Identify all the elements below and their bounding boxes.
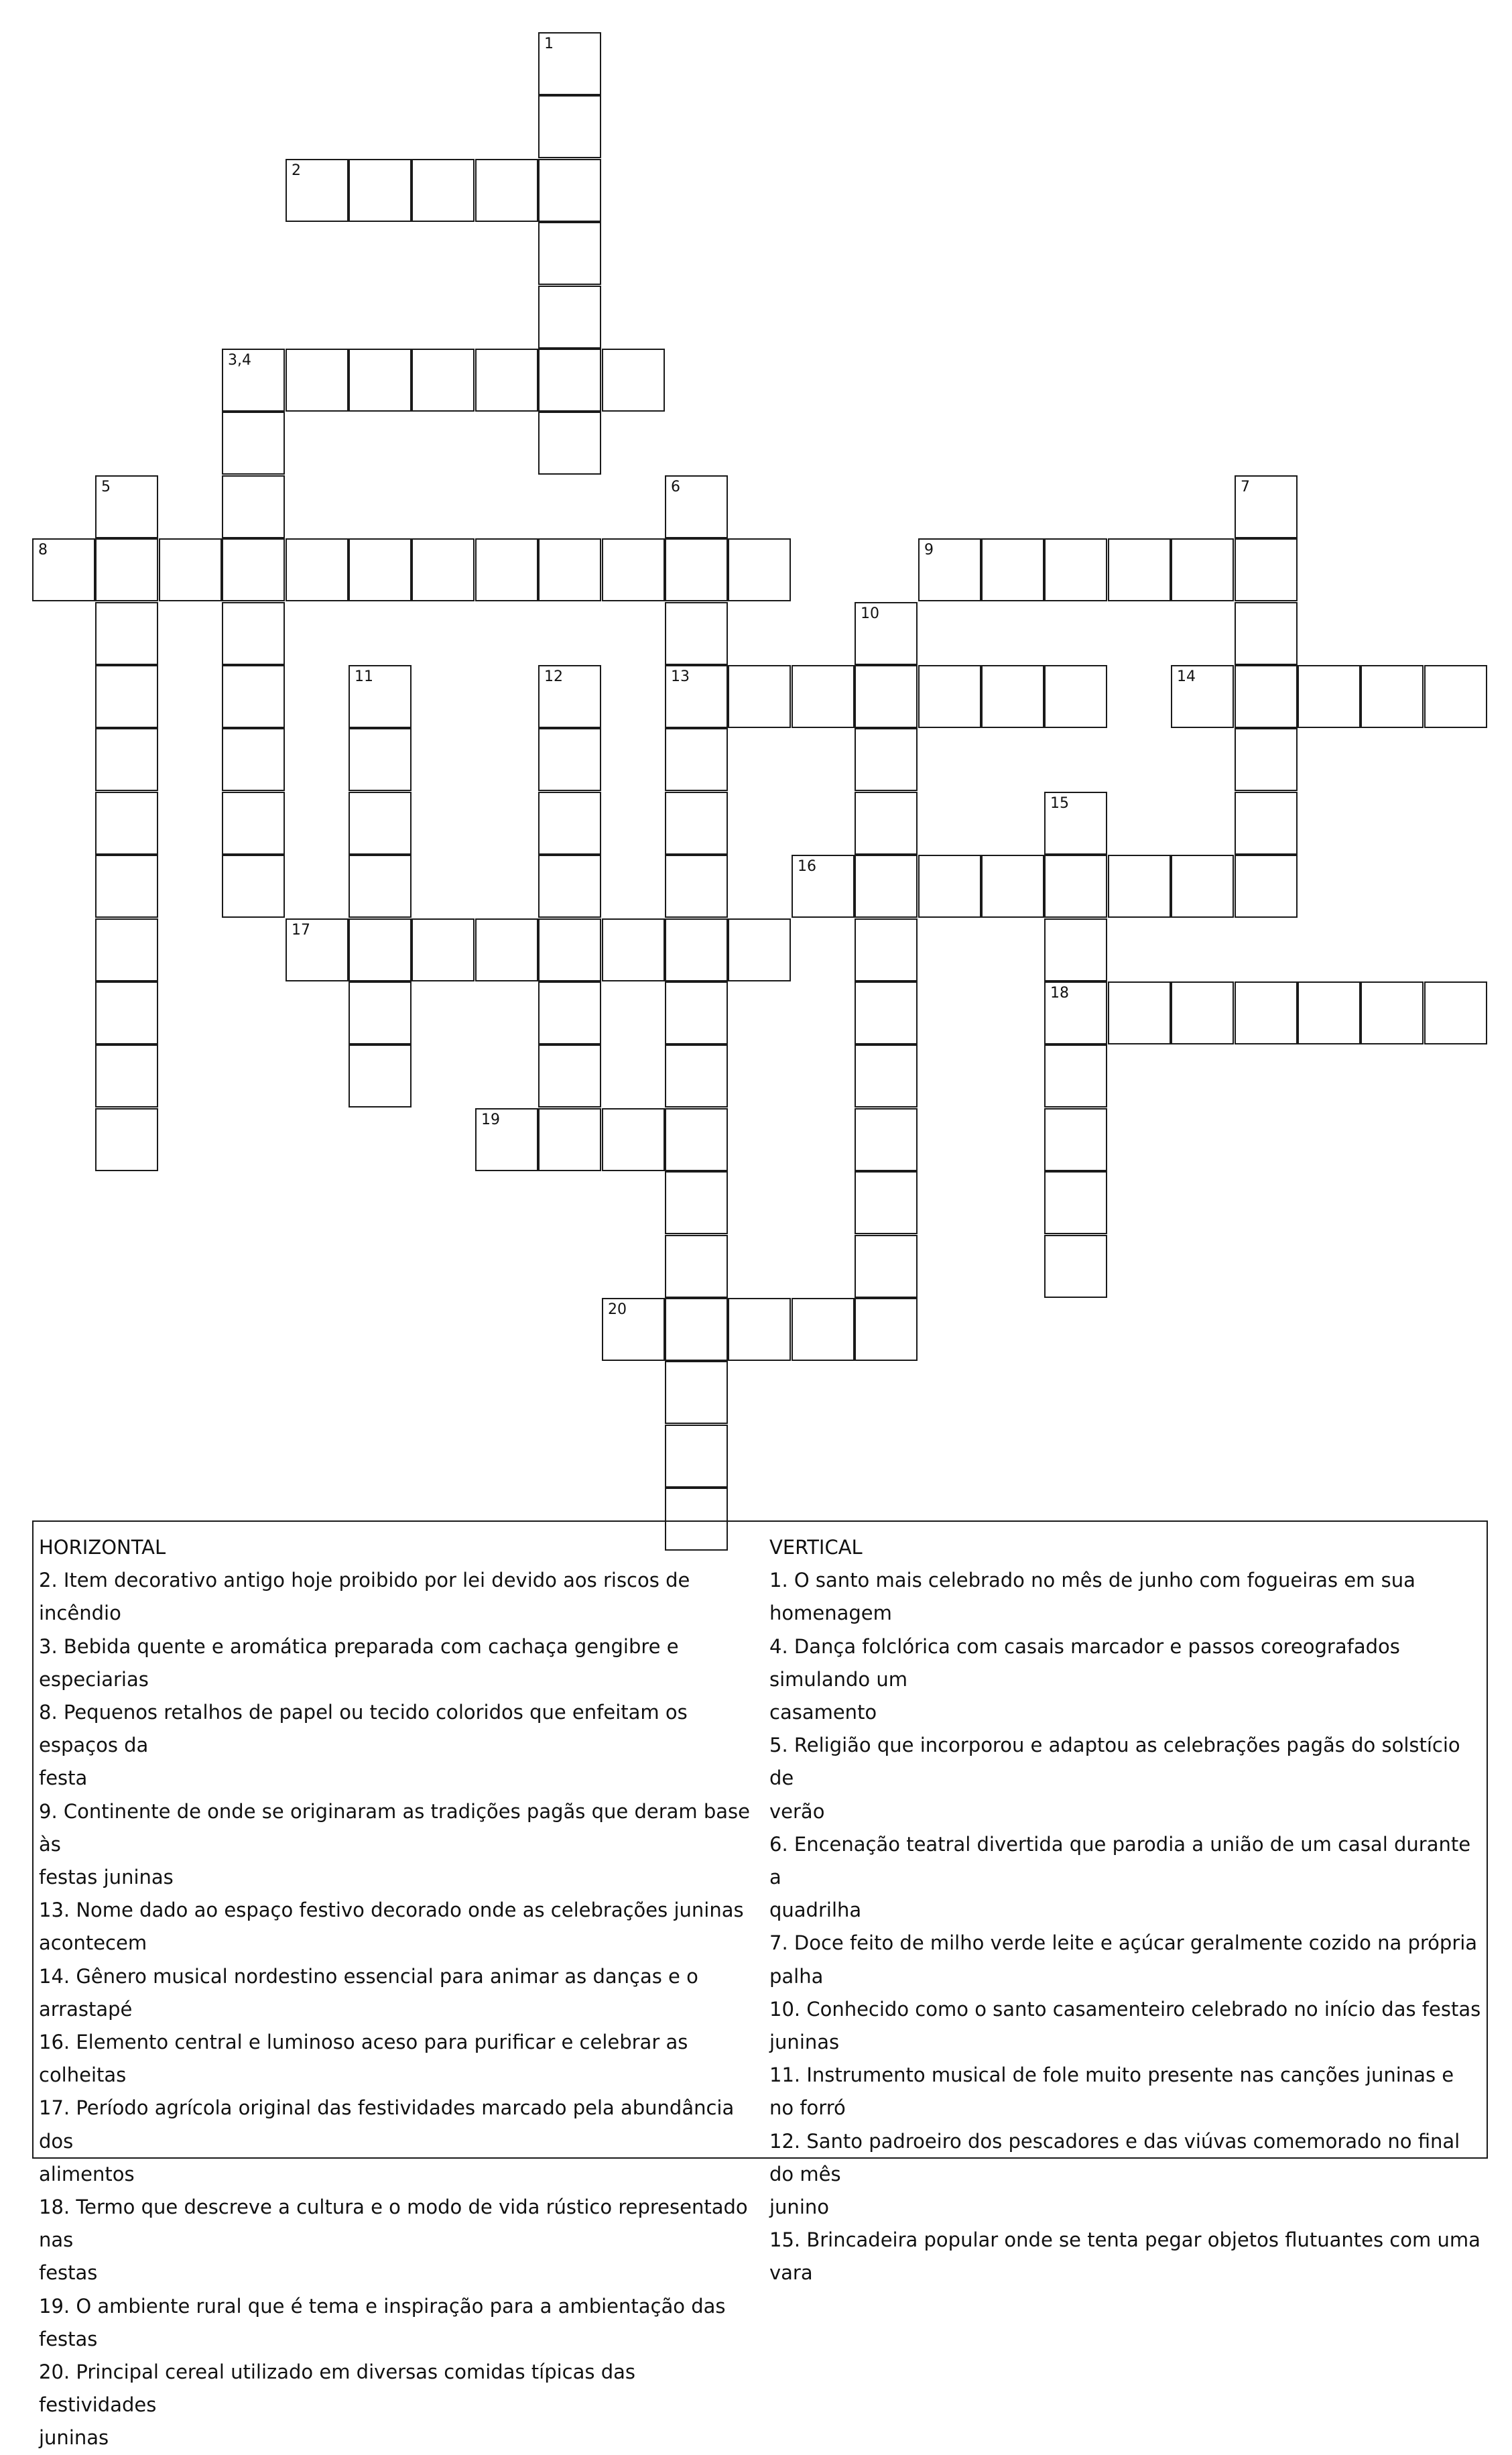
crossword-cell[interactable] [349,159,412,222]
clue-line: 7. Doce feito de milho verde leite e açúcar geralmente cozido na própria palha [769,1931,1478,1988]
crossword-cell[interactable] [1235,475,1298,538]
crossword-cell[interactable] [728,1298,791,1361]
crossword-cell[interactable] [665,1108,728,1171]
crossword-cell[interactable] [602,1108,665,1171]
cell-number: 2 [292,162,301,179]
crossword-cell[interactable] [32,538,95,601]
crossword-cell[interactable] [95,1108,158,1171]
crossword-cell[interactable] [665,665,728,728]
crossword-cell[interactable] [1044,1044,1107,1107]
crossword-cell[interactable] [855,981,918,1044]
crossword-cell[interactable] [981,665,1044,728]
crossword-cell[interactable] [792,1298,855,1361]
crossword-cell[interactable] [1235,792,1298,855]
horizontal-clues-column [39,1531,756,2455]
crossword-cell[interactable] [855,918,918,981]
crossword-cell[interactable] [538,981,601,1044]
clue-line: 20. Principal cereal utilizado em diversas comidas típicas das festividades [39,2360,636,2417]
clue-line: juninas [769,2031,840,2054]
crossword-cell[interactable] [222,855,285,918]
crossword-cell[interactable] [538,665,601,728]
crossword-cell[interactable] [475,349,538,412]
crossword-cell[interactable] [855,855,918,918]
crossword-cell[interactable] [538,286,601,349]
crossword-cell[interactable] [728,918,791,981]
cell-number: 6 [671,479,680,495]
cell-number: 20 [608,1301,627,1318]
crossword-cell[interactable] [1235,855,1298,918]
crossword-cell[interactable] [981,538,1044,601]
crossword-cell[interactable] [538,792,601,855]
cell-number: 9 [924,542,934,558]
clue-line: festas [39,2261,98,2285]
crossword-cell[interactable] [1108,538,1171,601]
cell-number: 12 [544,668,563,685]
clue-line: 4. Dança folclórica com casais marcador e passos coreografados simulando um [769,1634,1400,1691]
crossword-cell[interactable] [1171,665,1234,728]
crossword-cell[interactable] [475,918,538,981]
crossword-cell[interactable] [665,1044,728,1107]
clue-line: casamento [769,1701,877,1724]
crossword-cell[interactable] [1108,855,1171,918]
crossword-cell[interactable] [728,538,791,601]
cell-number: 15 [1050,795,1069,812]
crossword-cell[interactable] [1044,1235,1107,1298]
crossword-cell[interactable] [665,1235,728,1298]
crossword-cell[interactable] [349,981,412,1044]
crossword-cell[interactable] [95,538,158,601]
crossword-cell[interactable] [538,159,601,222]
crossword-cell[interactable] [918,855,981,918]
crossword-cell[interactable] [602,918,665,981]
crossword-cell[interactable] [475,1108,538,1171]
clue-line: juninas [39,2426,109,2450]
crossword-cell[interactable] [222,538,285,601]
crossword-cell[interactable] [1044,918,1107,981]
crossword-cell[interactable] [1235,728,1298,791]
cell-number: 5 [101,479,111,495]
crossword-cell[interactable] [159,538,222,601]
clue-line: 17. Período agrícola original das festividades marcado pela abundância dos [39,2096,735,2153]
crossword-cell[interactable] [665,918,728,981]
crossword-cell[interactable] [286,918,349,981]
crossword-cell[interactable] [95,792,158,855]
crossword-cell[interactable] [1044,981,1107,1044]
crossword-cell[interactable] [412,918,475,981]
crossword-cell[interactable] [412,538,475,601]
crossword-cell[interactable] [602,349,665,412]
crossword-cell[interactable] [1235,665,1298,728]
crossword-cell[interactable] [665,1425,728,1488]
clue-line: 8. Pequenos retalhos de papel ou tecido coloridos que enfeitam os espaços da [39,1701,688,1757]
cell-number: 7 [1241,479,1250,495]
clue-line: 2. Item decorativo antigo hoje proibido por lei devido aos riscos de incêndio [39,1569,690,1625]
crossword-cell[interactable] [95,602,158,665]
clues-box [32,1520,1488,2450]
clue-line: 3. Bebida quente e aromática preparada com cachaça gengibre e especiarias [39,1634,679,1691]
crossword-cell[interactable] [1044,855,1107,918]
crossword-cell[interactable] [855,1298,918,1361]
crossword-cell[interactable] [412,159,475,222]
crossword-cell[interactable] [665,981,728,1044]
crossword-cell[interactable] [1424,665,1487,728]
crossword-cell[interactable] [1044,665,1107,728]
cell-number: 1 [544,36,554,52]
crossword-cell[interactable] [981,855,1044,918]
crossword-cell[interactable] [222,602,285,665]
crossword-cell[interactable] [222,728,285,791]
crossword-cell[interactable] [538,728,601,791]
clue-line: 6. Encenação teatral divertida que parodia a união de um casal durante a [769,1832,1471,1889]
crossword-cell[interactable] [349,918,412,981]
crossword-cell[interactable] [1298,665,1361,728]
cell-number: 19 [481,1112,500,1128]
crossword-cell[interactable] [918,665,981,728]
crossword-cell[interactable] [1108,981,1171,1044]
crossword-cell[interactable] [665,792,728,855]
clue-line: 15. Brincadeira popular onde se tenta pegar objetos flutuantes com uma vara [769,2228,1480,2285]
clue-line: verão [769,1799,825,1823]
crossword-cell[interactable] [538,349,601,412]
crossword-cell[interactable] [349,855,412,918]
cell-number: 17 [292,922,310,939]
crossword-cell[interactable] [538,1044,601,1107]
crossword-cell[interactable] [1044,1171,1107,1234]
crossword-cell[interactable] [855,602,918,665]
crossword-cell[interactable] [475,159,538,222]
clue-line: 13. Nome dado ao espaço festivo decorado onde as celebrações juninas [39,1899,744,1922]
clue-line: quadrilha [769,1899,862,1922]
crossword-cell[interactable] [222,665,285,728]
crossword-cell[interactable] [792,855,855,918]
crossword-cell[interactable] [349,665,412,728]
crossword-cell[interactable] [1044,792,1107,855]
crossword-cell[interactable] [855,1235,918,1298]
clue-line: 1. O santo mais celebrado no mês de junho com fogueiras em sua homenagem [769,1569,1415,1625]
crossword-cell[interactable] [792,665,855,728]
cell-number: 10 [861,605,879,622]
crossword-cell[interactable] [1171,981,1234,1044]
crossword-cell[interactable] [1235,602,1298,665]
cell-number: 14 [1177,668,1196,685]
clue-line: 18. Termo que descreve a cultura e o modo de vida rústico representado nas [39,2196,748,2252]
crossword-cell[interactable] [349,792,412,855]
crossword-cell[interactable] [1361,665,1424,728]
crossword-cell[interactable] [1235,981,1298,1044]
crossword-cell[interactable] [95,1044,158,1107]
crossword-cell[interactable] [1044,1108,1107,1171]
crossword-cell[interactable] [222,412,285,475]
clue-line: 10. Conhecido como o santo casamenteiro celebrado no início das festas [769,1997,1481,2021]
clue-line: alimentos [39,2162,135,2185]
crossword-cell[interactable] [349,538,412,601]
crossword-cell[interactable] [665,538,728,601]
clue-line: 14. Gênero musical nordestino essencial para animar as danças e o arrastapé [39,1964,698,2021]
crossword-cell[interactable] [286,349,349,412]
crossword-cell[interactable] [855,1171,918,1234]
clue-line: festa [39,1767,88,1790]
crossword-cell[interactable] [665,602,728,665]
crossword-cell[interactable] [222,792,285,855]
clue-line: festas juninas [39,1866,174,1889]
crossword-cell[interactable] [665,728,728,791]
crossword-cell[interactable] [728,665,791,728]
horizontal-heading: HORIZONTAL [39,1536,166,1559]
cell-number: 8 [38,542,48,558]
clue-line: 19. O ambiente rural que é tema e inspiração para a ambientação das festas [39,2294,726,2350]
crossword-cell[interactable] [222,349,285,412]
crossword-cell[interactable] [95,665,158,728]
crossword-cell[interactable] [475,538,538,601]
crossword-cell[interactable] [1361,981,1424,1044]
crossword-cell[interactable] [222,475,285,538]
crossword-cell[interactable] [538,538,601,601]
crossword-cell[interactable] [95,855,158,918]
crossword-cell[interactable] [1424,981,1487,1044]
crossword-cell[interactable] [538,855,601,918]
crossword-cell[interactable] [602,538,665,601]
cell-number: 18 [1050,985,1069,1002]
crossword-cell[interactable] [538,1108,601,1171]
clue-line: 5. Religião que incorporou e adaptou as celebrações pagãs do solstício de [769,1734,1460,1790]
crossword-cell[interactable] [665,1361,728,1424]
cell-number: 11 [355,668,373,685]
crossword-cell[interactable] [665,1298,728,1361]
crossword-cell[interactable] [918,538,981,601]
crossword-cell[interactable] [538,95,601,158]
crossword-cell[interactable] [95,475,158,538]
crossword-cell[interactable] [855,792,918,855]
crossword-cell[interactable] [665,855,728,918]
vertical-heading: VERTICAL [769,1536,863,1559]
crossword-cell[interactable] [855,1108,918,1171]
crossword-cell[interactable] [665,475,728,538]
crossword-cell[interactable] [1298,981,1361,1044]
crossword-cell[interactable] [1044,538,1107,601]
cell-number: 13 [671,668,690,685]
crossword-cell[interactable] [95,981,158,1044]
crossword-cell[interactable] [95,728,158,791]
clue-line: 11. Instrumento musical de fole muito presente nas canções juninas e no forró [769,2063,1454,2120]
crossword-cell[interactable] [538,32,601,95]
crossword-cell[interactable] [855,728,918,791]
crossword-cell[interactable] [855,665,918,728]
clue-line: 9. Continente de onde se originaram as tradições pagãs que deram base às [39,1799,751,1856]
crossword-cell[interactable] [349,728,412,791]
crossword-cell[interactable] [602,1298,665,1361]
crossword-cell[interactable] [349,1044,412,1107]
crossword-cell[interactable] [286,538,349,601]
crossword-cell[interactable] [855,1044,918,1107]
crossword-cell[interactable] [538,222,601,285]
crossword-cell[interactable] [538,412,601,475]
crossword-cell[interactable] [349,349,412,412]
crossword-cell[interactable] [286,159,349,222]
crossword-cell[interactable] [95,918,158,981]
clue-line: 16. Elemento central e luminoso aceso para purificar e celebrar as colheitas [39,2031,688,2087]
crossword-cell[interactable] [1171,538,1234,601]
clue-line: acontecem [39,1931,147,1955]
crossword-cell[interactable] [538,918,601,981]
vertical-clues-column [769,1531,1484,2290]
crossword-cell[interactable] [665,1171,728,1234]
cell-number: 3,4 [228,352,251,369]
cell-number: 16 [798,858,816,875]
crossword-cell[interactable] [1235,538,1298,601]
clue-line: junino [769,2196,829,2219]
crossword-cell[interactable] [1171,855,1234,918]
clue-line: 12. Santo padroeiro dos pescadores e das viúvas comemorado no final do mês [769,2129,1460,2185]
crossword-cell[interactable] [412,349,475,412]
